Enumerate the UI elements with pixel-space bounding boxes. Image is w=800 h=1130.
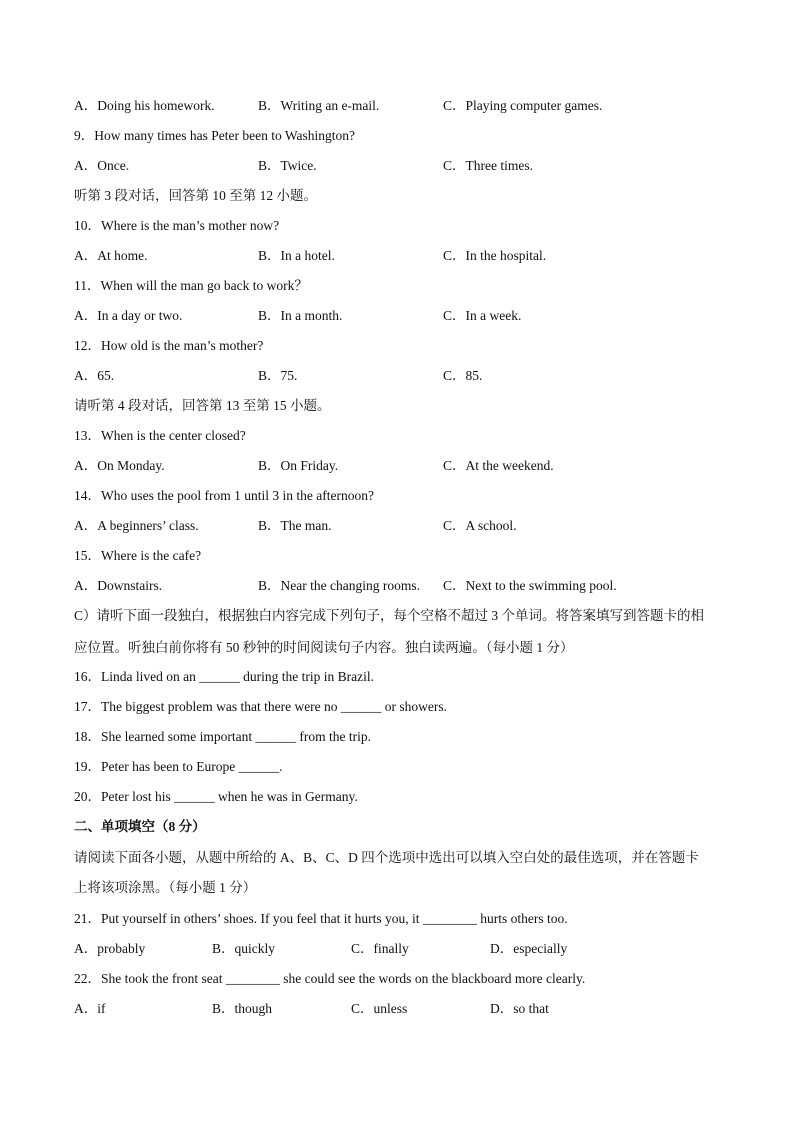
q21-stem: 21．Put yourself in others’ shoes. If you feel that it hurts you, it ________ hurts others too. <box>74 911 568 926</box>
q8-option-a: A．Doing his homework. <box>74 98 215 113</box>
q10-option-a: A．At home. <box>74 248 148 263</box>
q17-stem: 17．The biggest problem was that there were no ______ or showers. <box>74 699 448 714</box>
q15-stem: 15．Where is the cafe? <box>74 548 202 563</box>
q11-option-b: B．In a month. <box>258 308 343 323</box>
section-2-instruction-line1: 请阅读下面各小题，从题中所给的 A、B、C、D 四个选项中选出可以填入空白处的最佳选项，并在答题卡 <box>74 850 699 865</box>
q11-stem: 11．When will the man go back to work？ <box>74 278 308 293</box>
q20-stem: 20．Peter lost his ______ when he was in Germany. <box>74 789 358 804</box>
q22-stem: 22．She took the front seat ________ she could see the words on the blackboard more clearly. <box>74 971 586 986</box>
section-2-heading: 二、单项填空（8 分） <box>74 819 206 834</box>
q10-option-b: B．In a hotel. <box>258 248 335 263</box>
dialogue-3-instruction: 听第 3 段对话，回答第 10 至第 12 小题。 <box>74 188 317 203</box>
q9-option-b: B．Twice. <box>258 158 317 173</box>
q21-option-d: D．especially <box>490 941 568 956</box>
q10-option-c: C．In the hospital. <box>443 248 547 263</box>
q19-stem: 19．Peter has been to Europe ______. <box>74 759 283 774</box>
q22-option-d: D．so that <box>490 1001 549 1016</box>
part-c-instruction-line1: C）请听下面一段独白，根据独白内容完成下列句子，每个空格不超过 3 个单词。将答案填写到答题卡的相 <box>74 608 705 623</box>
q22-option-b: B．though <box>212 1001 273 1016</box>
q13-option-c: C．At the weekend. <box>443 458 554 473</box>
q21-option-a: A．probably <box>74 941 146 956</box>
q11-option-a: A．In a day or two. <box>74 308 183 323</box>
q12-option-b: B．75. <box>258 368 298 383</box>
q15-option-a: A．Downstairs. <box>74 578 163 593</box>
q10-stem: 10．Where is the man’s mother now? <box>74 218 280 233</box>
q21-option-c: C．finally <box>351 941 409 956</box>
q18-stem: 18．She learned some important ______ from the trip. <box>74 729 371 744</box>
q14-option-c: C．A school. <box>443 518 517 533</box>
q9-stem: 9．How many times has Peter been to Washington? <box>74 128 355 143</box>
part-c-instruction-line2: 应位置。听独白前你将有 50 秒钟的时间阅读句子内容。独白读两遍。（每小题 1 分） <box>74 640 574 655</box>
q22-option-c: C．unless <box>351 1001 408 1016</box>
q15-option-c: C．Next to the swimming pool. <box>443 578 617 593</box>
dialogue-4-instruction: 请听第 4 段对话，回答第 13 至第 15 小题。 <box>74 398 331 413</box>
q8-option-c: C．Playing computer games. <box>443 98 603 113</box>
q9-option-a: A．Once. <box>74 158 130 173</box>
q11-option-c: C．In a week. <box>443 308 522 323</box>
q12-stem: 12．How old is the man’s mother? <box>74 338 264 353</box>
q14-option-a: A．A beginners’ class. <box>74 518 199 533</box>
q13-stem: 13．When is the center closed? <box>74 428 246 443</box>
q16-stem: 16．Linda lived on an ______ during the trip in Brazil. <box>74 669 374 684</box>
q15-option-b: B．Near the changing rooms. <box>258 578 420 593</box>
q22-option-a: A．if <box>74 1001 106 1016</box>
q13-option-b: B．On Friday. <box>258 458 339 473</box>
q12-option-c: C．85. <box>443 368 483 383</box>
q9-option-c: C．Three times. <box>443 158 533 173</box>
q14-option-b: B．The man. <box>258 518 332 533</box>
section-2-instruction-line2: 上将该项涂黑。（每小题 1 分） <box>74 880 257 895</box>
q8-option-b: B．Writing an e-mail. <box>258 98 380 113</box>
q14-stem: 14．Who uses the pool from 1 until 3 in the afternoon? <box>74 488 374 503</box>
q12-option-a: A．65. <box>74 368 115 383</box>
q13-option-a: A．On Monday. <box>74 458 165 473</box>
q21-option-b: B．quickly <box>212 941 275 956</box>
